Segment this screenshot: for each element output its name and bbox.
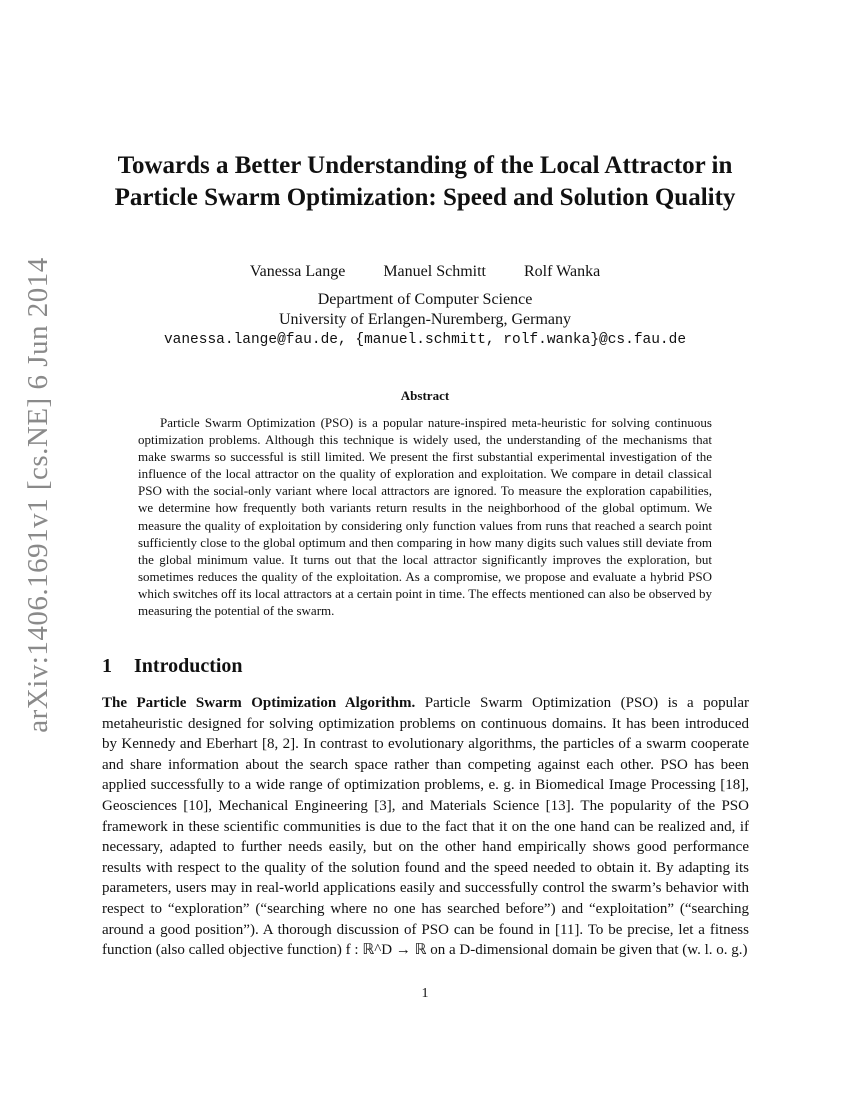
author-name: Manuel Schmitt (383, 263, 486, 280)
affiliation-block (0, 290, 850, 350)
section-title: Introduction (134, 655, 243, 677)
author-name: Vanessa Lange (249, 263, 346, 280)
paragraph-lead: The Particle Swarm Optimization Algorithm. (102, 695, 416, 711)
university: University of Erlangen-Nuremberg, Germany (278, 311, 572, 328)
author-list (0, 263, 850, 281)
abstract-heading: Abstract (400, 388, 450, 403)
author-emails: vanessa.lange@fau.de, {manuel.schmitt, rolf.wanka}@cs.fau.de (163, 332, 687, 348)
page-number: 1 (421, 986, 429, 1001)
section-number: 1 (102, 655, 112, 677)
author-name: Rolf Wanka (523, 263, 601, 280)
department: Department of Computer Science (317, 291, 533, 308)
paper-title: Towards a Better Understanding of the Local Attractor in Particle Swarm Optimization: Speed and Solution Quality (114, 152, 736, 211)
arxiv-identifier: arXiv:1406.1691v1 [cs.NE] 6 Jun 2014 (22, 257, 54, 733)
paragraph-text: Particle Swarm Optimization (PSO) is a popular metaheuristic designed for solving optimization problems on continuous domains. It has been introduced by Kennedy and Eberhart [8, 2]. In contrast to evolutionary algorithms, the particles of a swarm cooperate and share information about the search space rather than competing against each other. PSO has been applied successfully to a wide range of optimization problems, e. g. in Biomedical Image Processing [18], Geosciences [10], Mechanical Engineering [3], and Materials Science [13]. The popularity of the PSO framework in these scientific communities is due to the fact that it on the one hand can be realized and, if necessary, adapted to further needs easily, but on the other hand empirically shows good performance results with respect to the quality of the solution found and the speed needed to obtain it. By adapting its parameters, users may in real-world applications easily and successfully control the swarm’s behavior with respect to “exploration” (“searching where no one has searched before”) and “exploitation” (“searching around a good position”). A thorough discussion of PSO can be found in [11]. To be precise, let a fitness function (also called objective function) f : ℝ^D → ℝ on a D-dimensional domain be given that (w. l. o. g.) (102, 695, 749, 959)
body-paragraph (102, 693, 749, 961)
abstract-text: Particle Swarm Optimization (PSO) is a popular nature-inspired meta-heuristic for solving continuous optimization problems. Although this technique is widely used, the understanding of the mechanisms that make swarms so successful is still limited. We present the first substantial experimental investigation of the influence of the local attractor on the quality of exploration and exploitation. We compare in detail classical PSO with the social-only variant where local attractors are ignored. To measure the exploration capabilities, we determine how frequently both variants return results in the neighborhood of the global optimum. We measure the quality of exploitation by considering only function values from runs that reached a search point sufficiently close to the global optimum and then comparing in how many digits such values still deviate from the global minimum value. It turns out that the local attractor significantly improves the exploration, but sometimes reduces the quality of the exploitation. As a compromise, we propose and evaluate a hybrid PSO which switches off its local attractors at a certain point in time. The effects mentioned can also be observed by measuring the potential of the swarm. (138, 415, 712, 619)
section-heading (102, 655, 243, 678)
